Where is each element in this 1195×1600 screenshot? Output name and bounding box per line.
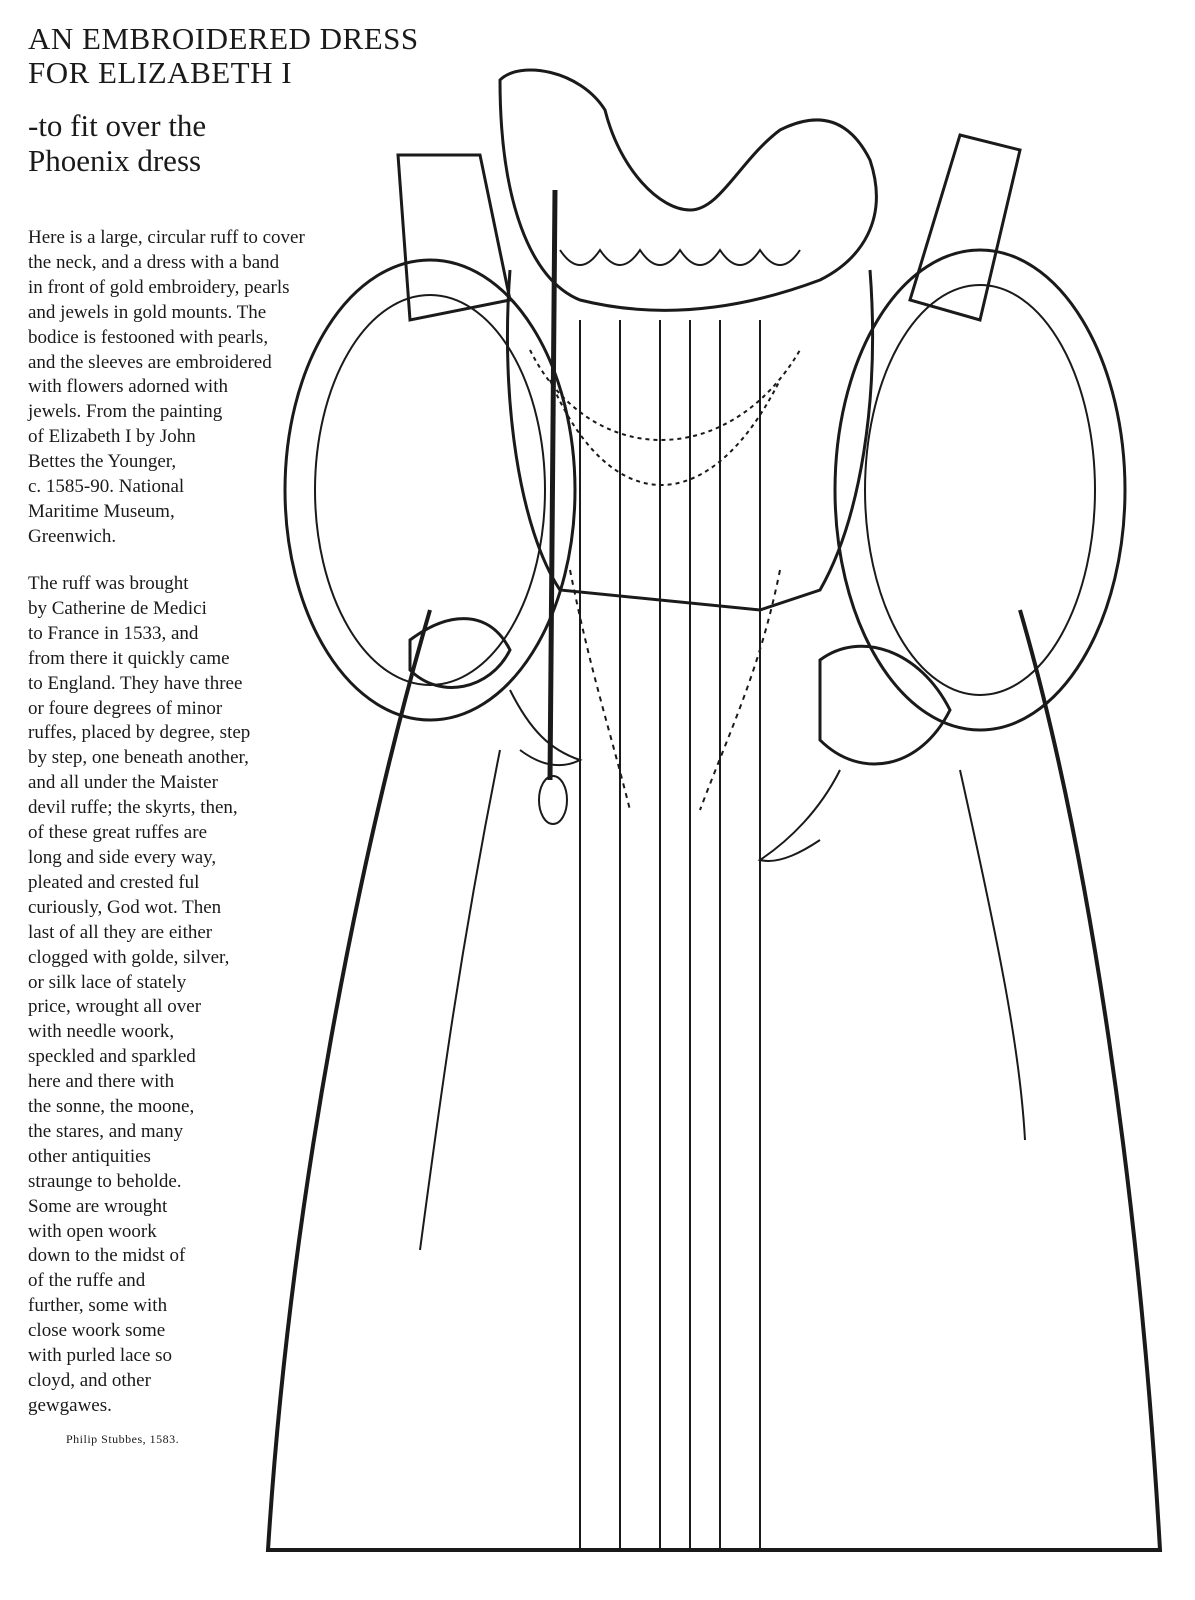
title-line-2: FOR ELIZABETH I — [28, 55, 293, 90]
quote-line: from there it quickly came — [28, 647, 230, 669]
description-line: bodice is festooned with pearls, — [28, 326, 269, 348]
quote-line: or silk lace of stately — [28, 971, 187, 993]
right-shoulder-tab — [910, 135, 1020, 320]
description-line: and the sleeves are embroidered — [28, 351, 272, 373]
description-line: Here is a large, circular ruff to cover — [28, 227, 305, 248]
attribution: Philip Stubbes, 1583. — [66, 1432, 180, 1446]
quote-line: with needle woork, — [28, 1021, 175, 1043]
left-hand — [510, 690, 580, 765]
description-line: of Elizabeth I by John — [28, 426, 196, 448]
quote-line: to England. They have three — [28, 672, 243, 694]
quote-line: here and there with — [28, 1071, 175, 1093]
quote-line: and all under the Maister — [28, 772, 218, 794]
pearl-festoon-2 — [550, 380, 780, 485]
quote-line: or foure degrees of minor — [28, 697, 223, 719]
left-cuff — [410, 619, 510, 688]
title-line-1: AN EMBROIDERED DRESS — [28, 21, 419, 56]
front-band-center — [660, 320, 690, 1550]
front-band-left — [580, 320, 620, 1550]
description-line: Greenwich. — [28, 525, 117, 547]
description-line: Maritime Museum, — [28, 500, 175, 522]
quote-line: last of all they are either — [28, 921, 213, 943]
right-sleeve-inner — [865, 285, 1095, 695]
quote-line: of these great ruffes are — [28, 822, 207, 844]
quote-line: long and side every way, — [28, 846, 217, 868]
quote-line: other antiquities — [28, 1145, 151, 1167]
quote-line: to France in 1533, and — [28, 622, 199, 644]
quote-line: The ruff was brought — [28, 573, 189, 594]
quote-line: straunge to beholde. — [28, 1170, 182, 1192]
description-line: and jewels in gold mounts. The — [28, 301, 267, 323]
right-hand — [760, 770, 840, 861]
quote-line: price, wrought all over — [28, 996, 202, 1018]
ruff-scallops — [560, 250, 800, 265]
description-line: Bettes the Younger, — [28, 451, 177, 473]
quote-line: with purled lace so — [28, 1345, 173, 1367]
dress-illustration — [260, 50, 1180, 1570]
description-line: with flowers adorned with — [28, 376, 228, 398]
skirt-fold-left — [420, 750, 500, 1250]
subtitle-line-1: -to fit over the — [28, 108, 207, 143]
right-cuff — [820, 646, 950, 764]
subtitle-line-2: Phoenix dress — [28, 143, 202, 178]
quote-line: close woork some — [28, 1320, 166, 1342]
quote-line: ruffes, placed by degree, step — [28, 722, 251, 744]
quote-line: down to the midst of — [28, 1245, 186, 1267]
quote-line: cloyd, and other — [28, 1370, 151, 1391]
left-sleeve — [285, 260, 575, 720]
quote-line: speckled and sparkled — [28, 1046, 196, 1068]
quote-line: curiously, God wot. Then — [28, 896, 222, 918]
quote-line: the sonne, the moone, — [28, 1096, 195, 1118]
description-line: the neck, and a dress with a band — [28, 251, 280, 273]
pearl-chain — [570, 570, 780, 810]
description-line: jewels. From the painting — [28, 401, 223, 423]
quote-line: pleated and crested ful — [28, 871, 200, 893]
left-shoulder-tab — [398, 155, 510, 320]
quote-line: clogged with golde, silver, — [28, 946, 230, 968]
scepter-knob — [539, 776, 567, 824]
quote-line: devil ruffe; the skyrts, then, — [28, 797, 238, 819]
description-line: in front of gold embroidery, pearls — [28, 276, 290, 298]
quote-line: further, some with — [28, 1295, 168, 1317]
quote-line: of the ruffe and — [28, 1270, 146, 1292]
quote-line: the stares, and many — [28, 1120, 184, 1142]
right-sleeve — [835, 250, 1125, 730]
skirt-outline — [268, 610, 1160, 1550]
quote-line: with open woork — [28, 1220, 157, 1242]
quote-line: by Catherine de Medici — [28, 597, 207, 619]
description-line: c. 1585-90. National — [28, 476, 185, 498]
quote-line: gewgawes. — [28, 1394, 112, 1416]
skirt-fold-right — [960, 770, 1025, 1140]
quote-line: Some are wrought — [28, 1195, 168, 1217]
quote-line: by step, one beneath another, — [28, 747, 249, 769]
front-band-right — [720, 320, 760, 1550]
